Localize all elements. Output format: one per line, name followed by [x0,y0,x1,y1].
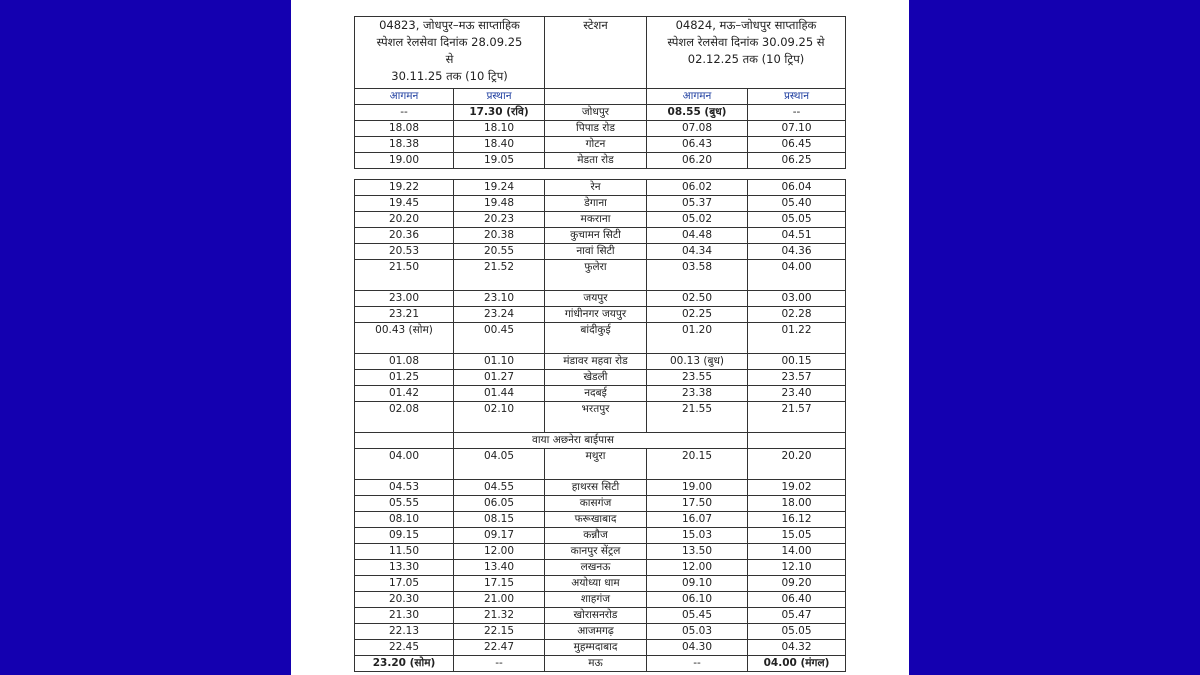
departure-mau-bound: 13.40 [454,560,545,576]
departure-mau-bound: 20.23 [454,212,545,228]
station-name: कासगंज [545,496,647,512]
timetable-row [355,640,846,656]
departure-jodhpur-bound: 05.05 [748,212,846,228]
departure-jodhpur-bound: 21.57 [748,402,846,433]
timetable-row [355,402,846,433]
timetable-row [355,608,846,624]
departure-mau-bound: 20.38 [454,228,545,244]
arrival-jodhpur-bound: 04.34 [647,244,748,260]
header-left-line: 30.11.25 तक (10 ट्रिप) [391,69,508,83]
departure-mau-bound: 08.15 [454,512,545,528]
departure-jodhpur-bound: 23.57 [748,370,846,386]
header-left-line: 04823, जोधपुर–मऊ साप्ताहिक [379,18,520,32]
timetable-row [355,244,846,260]
departure-jodhpur-bound: 23.40 [748,386,846,402]
arrival-mau-bound: 20.30 [355,592,454,608]
via-blank [355,433,454,449]
departure-jodhpur-bound: 20.20 [748,449,846,480]
station-name: कानपुर सेंट्रल [545,544,647,560]
station-name: मुहम्मदाबाद [545,640,647,656]
arrival-jodhpur-bound: 06.20 [647,153,748,169]
header-left-line: से [445,52,454,66]
departure-jodhpur-bound: 03.00 [748,291,846,307]
departure-mau-bound: 12.00 [454,544,545,560]
departure-jodhpur-bound: 06.45 [748,137,846,153]
timetable-row [355,354,846,370]
departure-mau-bound: 19.48 [454,196,545,212]
departure-mau-bound: 18.40 [454,137,545,153]
departure-jodhpur-bound: 04.00 (मंगल) [748,656,846,672]
departure-mau-bound: 21.32 [454,608,545,624]
station-name: लखनऊ [545,560,647,576]
timetable-row [355,121,846,137]
arrival-mau-bound: 18.38 [355,137,454,153]
departure-jodhpur-bound: 05.47 [748,608,846,624]
arrival-jodhpur-bound: 06.02 [647,180,748,196]
arrival-mau-bound: -- [355,105,454,121]
arrival-jodhpur-bound: 02.50 [647,291,748,307]
header-left-line: स्पेशल रेलसेवा दिनांक 28.09.25 [376,35,523,49]
timetable-row [355,212,846,228]
arrival-jodhpur-bound: 01.20 [647,323,748,354]
arrival-jodhpur-bound: 23.55 [647,370,748,386]
arrival-mau-bound: 23.20 (सोम) [355,656,454,672]
departure-jodhpur-bound: -- [748,105,846,121]
departure-jodhpur-bound: 07.10 [748,121,846,137]
departure-mau-bound: 02.10 [454,402,545,433]
departure-jodhpur-bound: 19.02 [748,480,846,496]
arrival-mau-bound: 01.25 [355,370,454,386]
arrival-mau-bound: 17.05 [355,576,454,592]
timetable-middle [354,179,846,672]
departure-subheader: प्रस्थान [748,89,846,105]
timetable-row [355,656,846,672]
arrival-mau-bound: 18.08 [355,121,454,137]
arrival-jodhpur-bound: 06.10 [647,592,748,608]
arrival-mau-bound: 23.00 [355,291,454,307]
train-04824-header [647,17,846,89]
timetable-row [355,153,846,169]
arrival-mau-bound: 20.36 [355,228,454,244]
arrival-jodhpur-bound: 21.55 [647,402,748,433]
arrival-jodhpur-bound: 19.00 [647,480,748,496]
station-name: पिपाड रोड [545,121,647,137]
arrival-jodhpur-bound: 05.45 [647,608,748,624]
timetable-row [355,228,846,244]
departure-jodhpur-bound: 18.00 [748,496,846,512]
arrival-jodhpur-bound: 23.38 [647,386,748,402]
arrival-jodhpur-bound: 09.10 [647,576,748,592]
departure-jodhpur-bound: 16.12 [748,512,846,528]
timetable-row [355,307,846,323]
departure-jodhpur-bound: 12.10 [748,560,846,576]
station-name: भरतपुर [545,402,647,433]
departure-mau-bound: 17.30 (रवि) [454,105,545,121]
departure-mau-bound: 01.44 [454,386,545,402]
arrival-mau-bound: 19.22 [355,180,454,196]
timetable-row [355,180,846,196]
departure-mau-bound: 01.27 [454,370,545,386]
arrival-jodhpur-bound: 05.03 [647,624,748,640]
departure-mau-bound: 22.15 [454,624,545,640]
departure-jodhpur-bound: 14.00 [748,544,846,560]
section-1-body [355,105,846,169]
arrival-jodhpur-bound: 00.13 (बुध) [647,354,748,370]
departure-subheader: प्रस्थान [454,89,545,105]
station-name: गोटन [545,137,647,153]
departure-mau-bound: 20.55 [454,244,545,260]
departure-mau-bound: 18.10 [454,121,545,137]
arrival-mau-bound: 19.45 [355,196,454,212]
station-name: आजमगढ़ [545,624,647,640]
departure-mau-bound: 04.05 [454,449,545,480]
departure-mau-bound: 22.47 [454,640,545,656]
departure-mau-bound: 23.24 [454,307,545,323]
timetable-row [355,137,846,153]
header-right-line: स्पेशल रेलसेवा दिनांक 30.09.25 से [667,35,825,49]
station-name: फुलेरा [545,260,647,291]
station-name: कन्नौज [545,528,647,544]
departure-jodhpur-bound: 05.05 [748,624,846,640]
station-name: शाहगंज [545,592,647,608]
station-name: मेडता रोड [545,153,647,169]
station-name: हाथरस सिटी [545,480,647,496]
arrival-jodhpur-bound: 17.50 [647,496,748,512]
train-04823-header [355,17,545,89]
timetable-row [355,260,846,291]
arrival-mau-bound: 22.13 [355,624,454,640]
header-right-line: 04824, मऊ–जोधपुर साप्ताहिक [675,18,817,32]
arrival-mau-bound: 01.08 [355,354,454,370]
departure-jodhpur-bound: 06.40 [748,592,846,608]
arrival-mau-bound: 21.30 [355,608,454,624]
station-subheader-blank [545,89,647,105]
station-name: गांधीनगर जयपुर [545,307,647,323]
arrival-jodhpur-bound: 15.03 [647,528,748,544]
timetable-row [355,105,846,121]
departure-mau-bound: 04.55 [454,480,545,496]
departure-mau-bound: 23.10 [454,291,545,307]
departure-mau-bound: 01.10 [454,354,545,370]
departure-jodhpur-bound: 04.32 [748,640,846,656]
arrival-jodhpur-bound: 02.25 [647,307,748,323]
arrival-mau-bound: 13.30 [355,560,454,576]
station-name: जयपुर [545,291,647,307]
departure-jodhpur-bound: 04.00 [748,260,846,291]
arrival-jodhpur-bound: 20.15 [647,449,748,480]
departure-jodhpur-bound: 02.28 [748,307,846,323]
departure-mau-bound: 19.24 [454,180,545,196]
arrival-jodhpur-bound: 04.30 [647,640,748,656]
departure-mau-bound: 00.45 [454,323,545,354]
station-name: रेन [545,180,647,196]
station-name: डेगाना [545,196,647,212]
departure-jodhpur-bound: 04.36 [748,244,846,260]
departure-jodhpur-bound: 06.25 [748,153,846,169]
station-name: नदबई [545,386,647,402]
section-3-body [355,449,846,672]
station-name: मथुरा [545,449,647,480]
station-name: नावां सिटी [545,244,647,260]
timetable-row [355,512,846,528]
station-name: जोधपुर [545,105,647,121]
arrival-mau-bound: 08.10 [355,512,454,528]
arrival-mau-bound: 02.08 [355,402,454,433]
timetable-row [355,576,846,592]
timetable-top [354,16,846,169]
arrival-mau-bound: 04.53 [355,480,454,496]
station-name: फरूखाबाद [545,512,647,528]
arrival-mau-bound: 19.00 [355,153,454,169]
arrival-mau-bound: 04.00 [355,449,454,480]
arrival-mau-bound: 09.15 [355,528,454,544]
timetable-row [355,449,846,480]
departure-jodhpur-bound: 04.51 [748,228,846,244]
station-name: मकराना [545,212,647,228]
departure-jodhpur-bound: 15.05 [748,528,846,544]
timetable-page [291,0,909,675]
via-achhnera-bypass: वाया अछनेरा बाईपास [454,433,748,449]
departure-mau-bound: 21.52 [454,260,545,291]
station-name: मंडावर महवा रोड [545,354,647,370]
timetable-row [355,386,846,402]
arrival-mau-bound: 21.50 [355,260,454,291]
departure-mau-bound: 17.15 [454,576,545,592]
timetable-row [355,560,846,576]
arrival-jodhpur-bound: 05.37 [647,196,748,212]
arrival-mau-bound: 11.50 [355,544,454,560]
departure-mau-bound: 06.05 [454,496,545,512]
arrival-mau-bound: 00.43 (सोम) [355,323,454,354]
arrival-mau-bound: 22.45 [355,640,454,656]
arrival-jodhpur-bound: 12.00 [647,560,748,576]
station-name: अयोध्या धाम [545,576,647,592]
timetable-row [355,592,846,608]
departure-mau-bound: 09.17 [454,528,545,544]
departure-jodhpur-bound: 06.04 [748,180,846,196]
arrival-jodhpur-bound: 08.55 (बुध) [647,105,748,121]
departure-jodhpur-bound: 05.40 [748,196,846,212]
departure-mau-bound: 21.00 [454,592,545,608]
timetable-row [355,496,846,512]
timetable-row [355,323,846,354]
arrival-jodhpur-bound: 05.02 [647,212,748,228]
station-name: खोरासनरोड [545,608,647,624]
timetable-row [355,528,846,544]
timetable-row [355,196,846,212]
arrival-jodhpur-bound: 13.50 [647,544,748,560]
departure-mau-bound: 19.05 [454,153,545,169]
arrival-mau-bound: 23.21 [355,307,454,323]
arrival-mau-bound: 01.42 [355,386,454,402]
timetable-row [355,291,846,307]
station-name: बांदीकुई [545,323,647,354]
station-name: कुचामन सिटी [545,228,647,244]
arrival-jodhpur-bound: 07.08 [647,121,748,137]
header-right-line: 02.12.25 तक (10 ट्रिप) [687,52,805,66]
arrival-mau-bound: 05.55 [355,496,454,512]
station-name: मऊ [545,656,647,672]
arrival-jodhpur-bound: 06.43 [647,137,748,153]
arrival-subheader: आगमन [647,89,748,105]
arrival-jodhpur-bound: 03.58 [647,260,748,291]
arrival-mau-bound: 20.53 [355,244,454,260]
arrival-mau-bound: 20.20 [355,212,454,228]
departure-mau-bound: -- [454,656,545,672]
arrival-jodhpur-bound: 04.48 [647,228,748,244]
arrival-jodhpur-bound: 16.07 [647,512,748,528]
timetable-row [355,624,846,640]
via-blank [748,433,846,449]
timetable-row [355,370,846,386]
departure-jodhpur-bound: 09.20 [748,576,846,592]
station-name: खेडली [545,370,647,386]
timetable-row [355,480,846,496]
timetable-row [355,544,846,560]
arrival-subheader: आगमन [355,89,454,105]
arrival-jodhpur-bound: -- [647,656,748,672]
departure-jodhpur-bound: 00.15 [748,354,846,370]
station-header: स्टेशन [545,17,647,89]
section-2-body [355,180,846,433]
departure-jodhpur-bound: 01.22 [748,323,846,354]
